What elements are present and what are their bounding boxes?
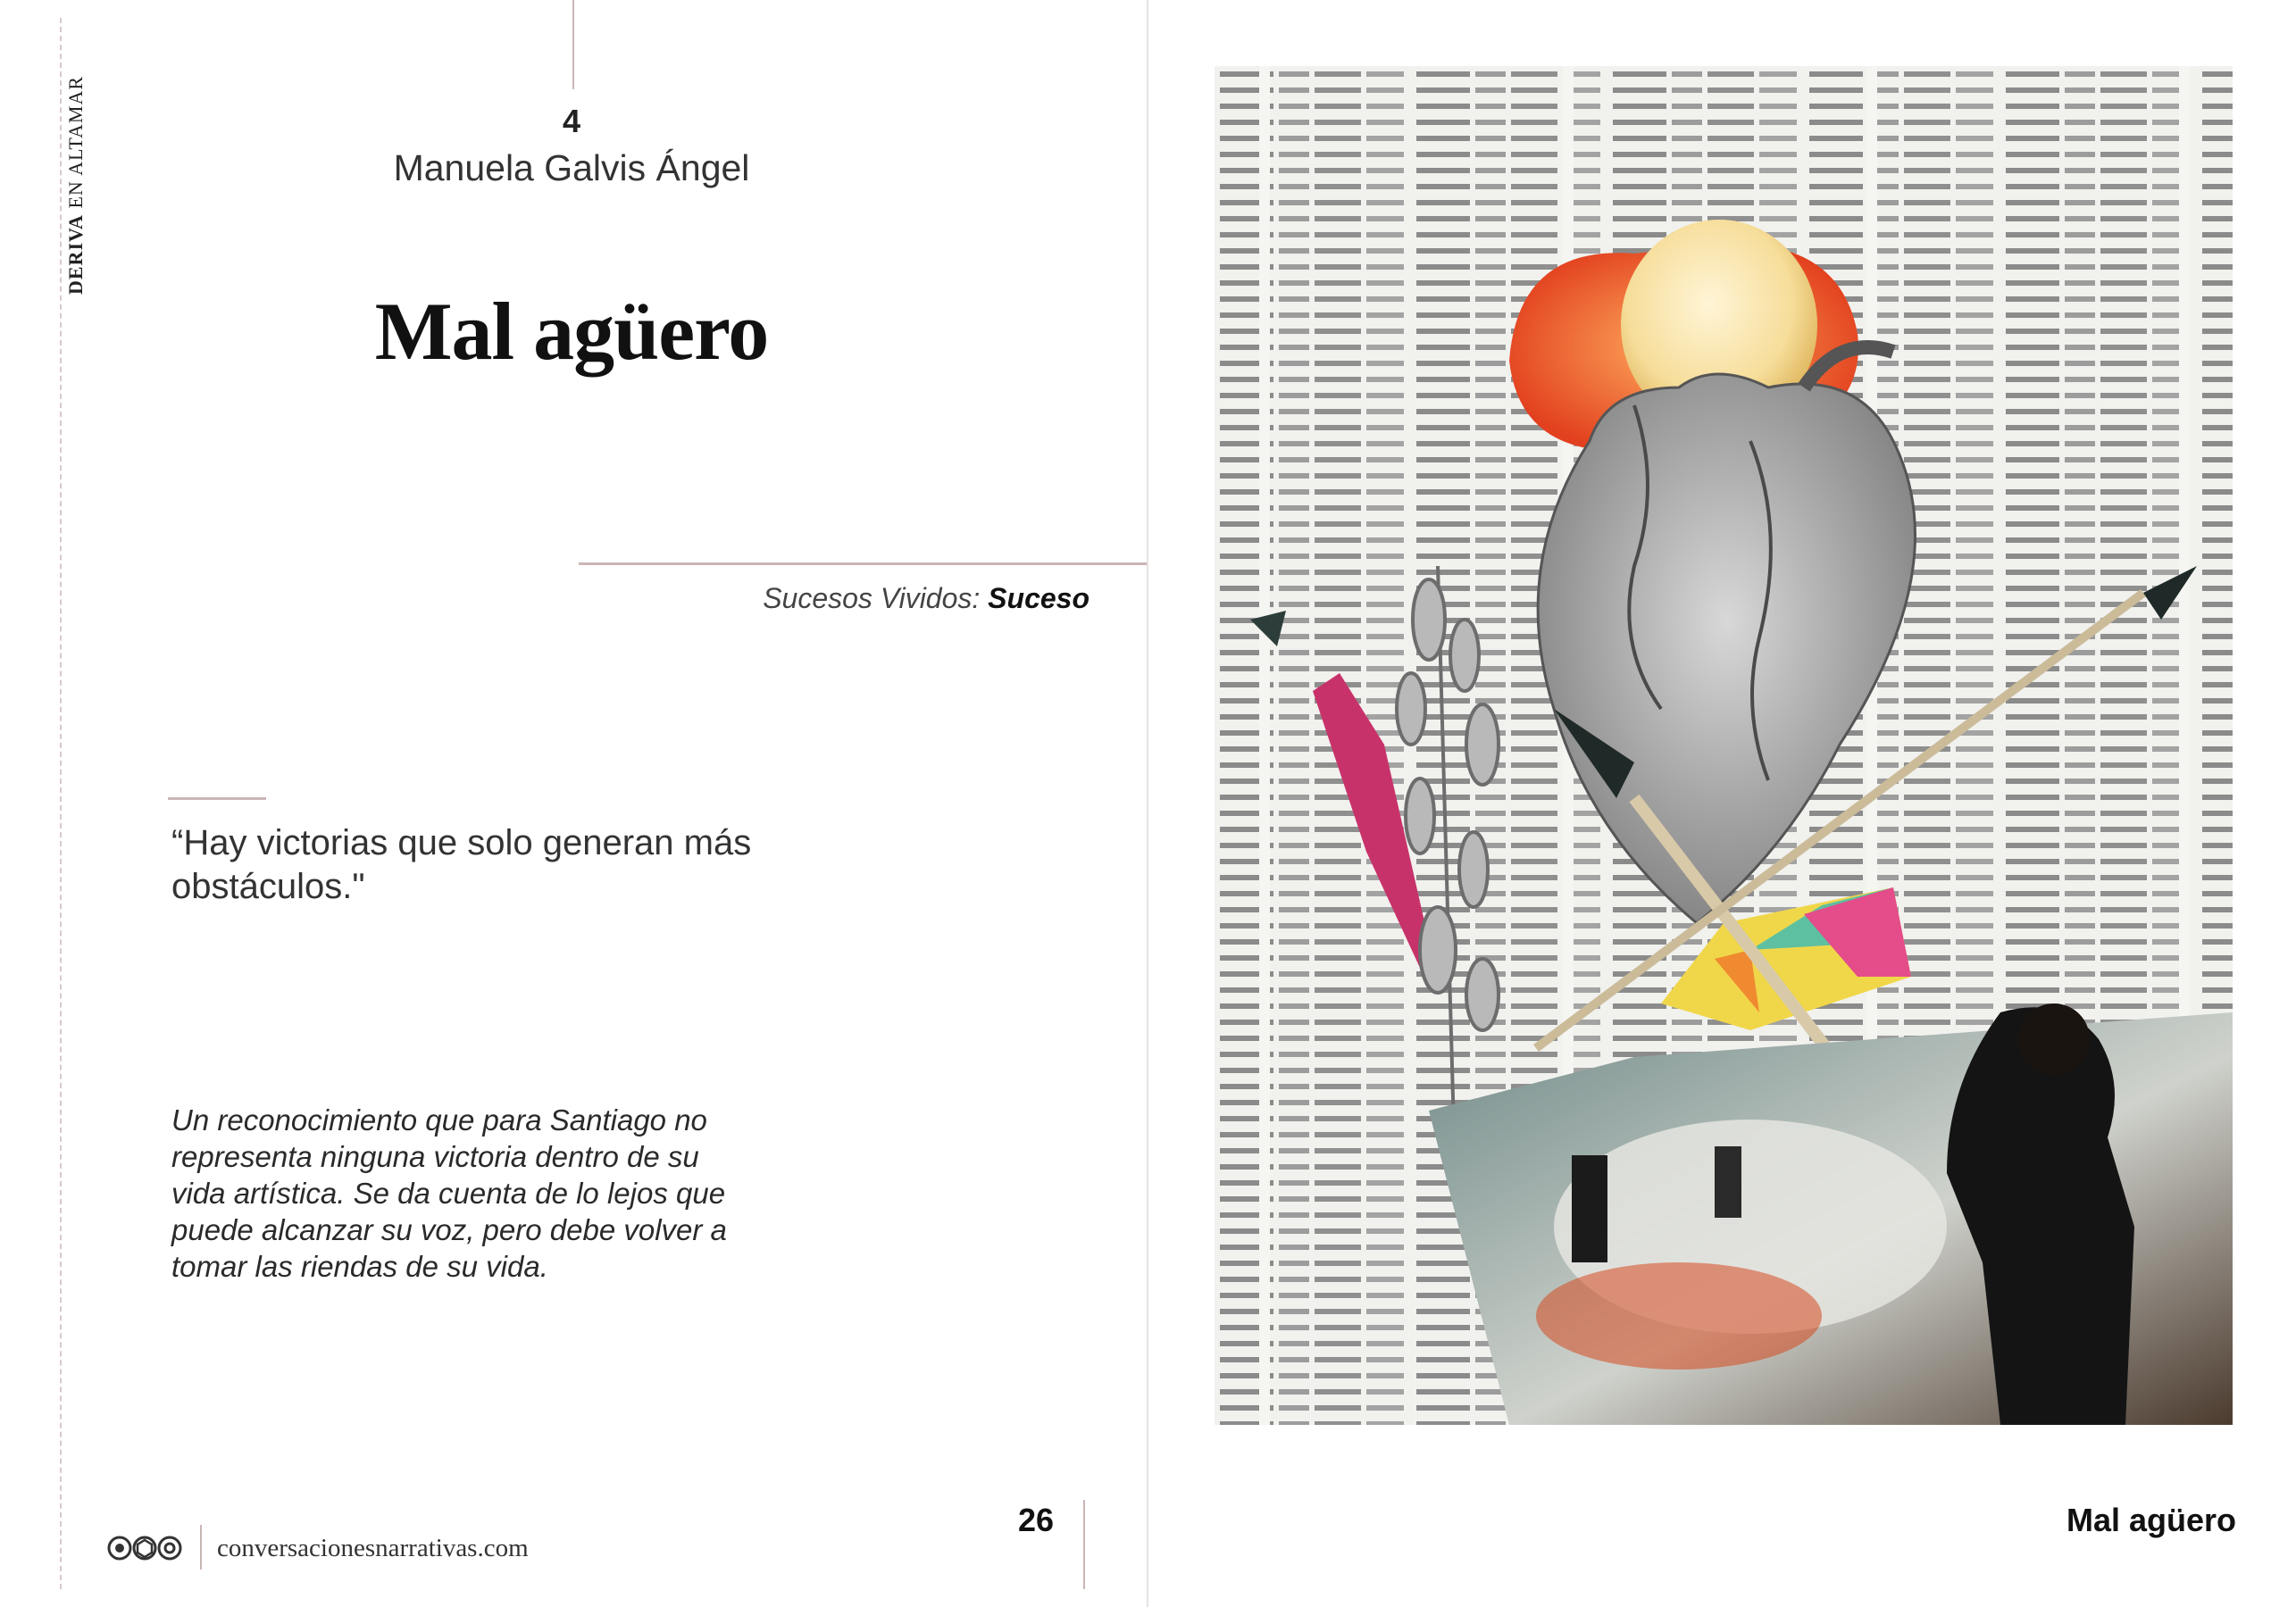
three-circles-logo-icon[interactable] <box>107 1534 182 1562</box>
section-label <box>679 582 1090 615</box>
side-label-bold: DERIVA <box>64 214 87 295</box>
section-prefix: Sucesos Vividos: <box>763 582 989 614</box>
margin-dashed-line <box>60 18 62 1589</box>
chapter-title: Mal agüero <box>374 286 769 377</box>
quote-rule <box>168 797 266 800</box>
section-horizontal-rule <box>579 562 1148 565</box>
page-number-rule <box>1083 1500 1085 1589</box>
running-title: Mal agüero <box>2066 1502 2236 1538</box>
section-name: Suceso <box>988 582 1090 614</box>
footer-website-link[interactable]: conversacionesnarrativas.com <box>217 1534 529 1562</box>
chapter-summary: Un reconocimiento que para Santiago no representa ninguna victoria dentro de su vida artística. Se da cuenta de lo lejos que puede alcanzar su voz, pero debe volver a tomar las riendas de su vida. <box>171 1103 727 1283</box>
side-section-label <box>64 54 100 295</box>
page-number: 26 <box>1017 1502 1054 1538</box>
top-vertical-rule <box>572 0 574 89</box>
collage-illustration <box>1215 66 2233 1425</box>
chapter-author: Manuela Galvis Ángel <box>393 147 750 188</box>
chapter-number: 4 <box>562 103 581 139</box>
footer-separator <box>200 1525 202 1570</box>
side-label-rest: EN ALTAMAR <box>64 75 87 215</box>
pull-quote: “Hay victorias que solo generan más obstáculos." <box>171 823 752 906</box>
